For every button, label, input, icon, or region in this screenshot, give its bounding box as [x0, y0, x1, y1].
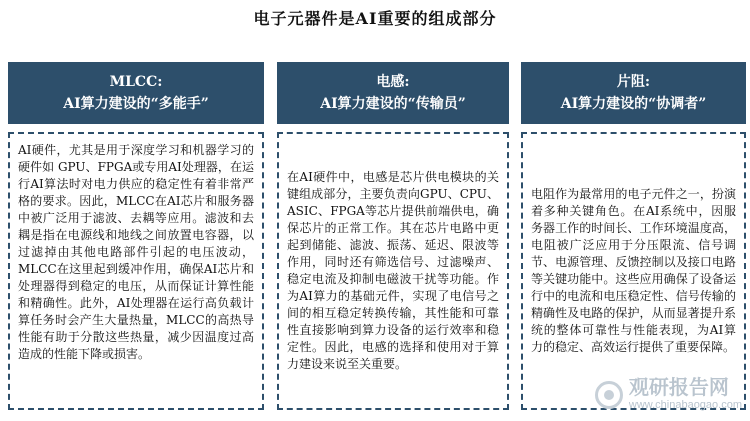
header-line1: 片阻: [616, 74, 651, 90]
header-line1: 电感: [376, 74, 410, 90]
header-line2: AI算力建设的“多能手” [63, 96, 209, 112]
body-text: AI硬件，尤其是用于深度学习和机器学习的硬件如 GPU、FPGA或专用AI处理器，在运行AI算法时对电力供应的稳定性有着非常严格的要求。因此，MLCC在AI芯片和服务器中被广泛用于滤波、去耦等应用。滤波和去耦是指在电源线和地线之间放置电容器，以过滤掉由其他电路部件引起的电压波动，MLCC在这里起到缓冲作用，确保AI芯片和处理器得到稳定的电压，从而保证计算性能和精确性。此外，AI处理器在运行高负载计算任务时会产生大量热量，MLCC的高热导性能有助于分散这些热量，减少因温度过高造成的性能下降或损害。 [18, 143, 254, 361]
column-mlcc [8, 62, 264, 410]
logo-icon [595, 381, 623, 409]
body-text: 在AI硬件中，电感是芯片供电模块的关键组成部分，主要负责向GPU、CPU、ASIC、FPGA等芯片提供前端供电，确保芯片的正常工作。其在芯片电路中更起到储能、滤波、振荡、延迟、限波等作用，同时还有筛选信号、过滤噪声、稳定电流及抑制电磁波干扰等功能。作为AI算力的基础元件，实现了电信号之间的相互稳定转换传输，其性能和可靠性直接影响到算力设备的运行效率和稳定性。因此，电感的选择和使用对于算力建设来说至关重要。 [287, 170, 499, 371]
column-body [521, 132, 746, 410]
header-line2: AI算力建设的“传输员” [320, 96, 466, 112]
column-body [277, 132, 509, 410]
watermark-url: www.chinabaogao.com [628, 399, 742, 411]
page-title: 电子元器件是AI重要的组成部分 [253, 9, 497, 28]
column-resistor [521, 62, 746, 410]
header-line1: MLCC: [109, 74, 163, 90]
column-header [277, 62, 509, 124]
watermark-name: 观研报告网 [628, 377, 729, 399]
column-inductor [277, 62, 509, 410]
body-text: 电阻作为最常用的电子元件之一，扮演着多种关键角色。在AI系统中，因服务器工作的时间长、工作环境温度高，电阻被广泛应用于分压限流、信号调节、电源管理、反馈控制以及接口电路等关键功能中。这些应用确保了设备运行中的电流和电压稳定性、信号传输的精确性及电路的保护，从而显著提升系统的整体可靠性与性能表现，为AI算力的稳定、高效运行提供了重要保障。 [531, 187, 736, 354]
column-body [8, 132, 264, 410]
column-header [8, 62, 264, 124]
watermark [595, 378, 742, 411]
header-line2: AI算力建设的“协调者” [560, 96, 707, 112]
column-header [521, 62, 746, 124]
